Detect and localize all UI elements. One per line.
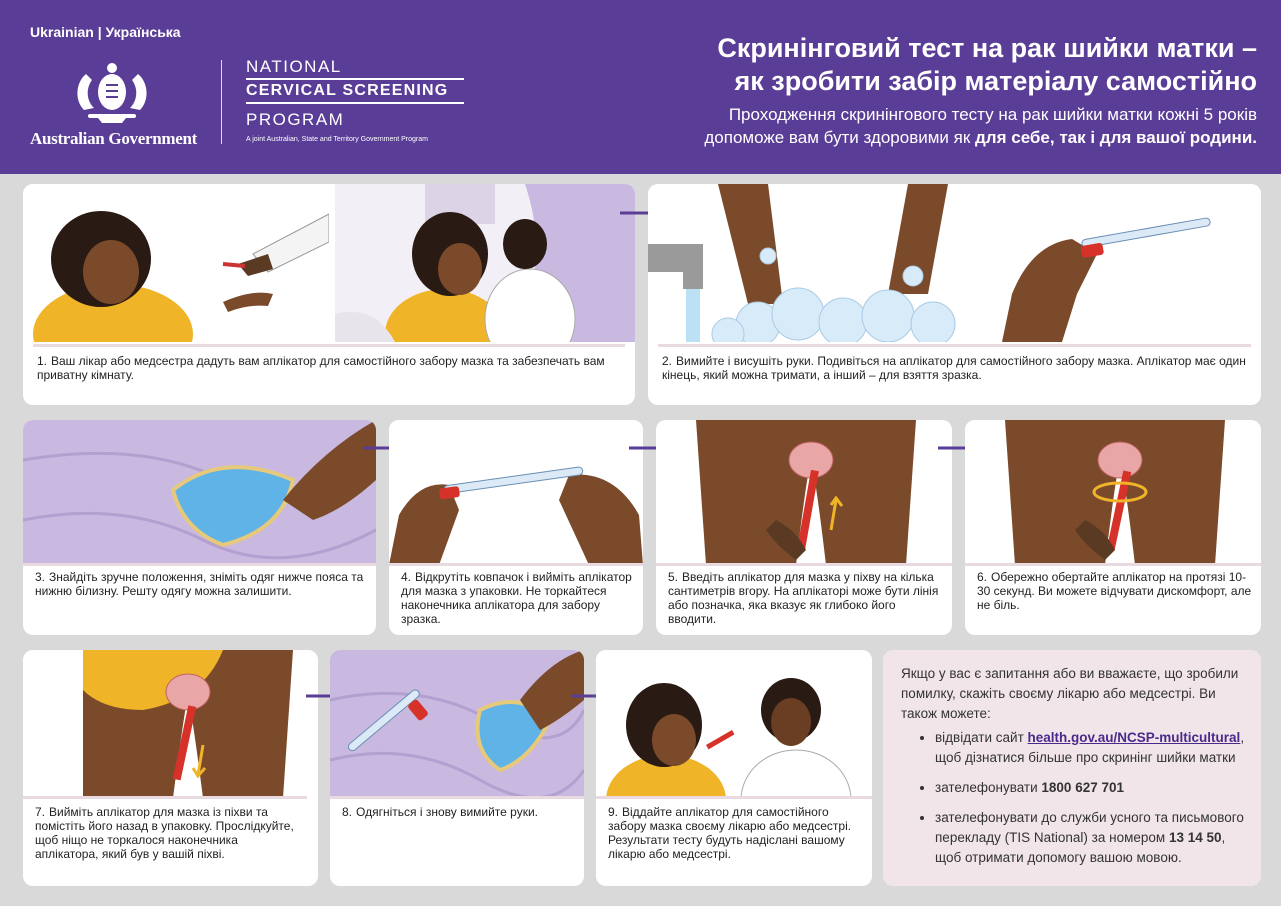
info-item-website [935,728,1255,768]
step-card-8 [330,650,584,886]
step-card-9 [596,650,872,886]
program-line-3: PROGRAM [246,110,345,129]
step-text: Ваш лікар або медсестра дадуть вам аплікатор для самостійного забору мазка та забезпечать вам приватну кімнату. [37,354,605,382]
step-1-illustration-a [23,184,329,342]
step-1-illustration-b [335,184,635,342]
step-text: Одягніться і знову вимийте руки. [356,805,538,819]
subtitle-bold: для себе, так і для вашої родини. [975,128,1257,147]
caption-divider [33,344,625,347]
subtitle-text: допоможе вам бути здоровими як [704,128,976,147]
info-text: зателефонувати до служби усного та письмового перекладу (TIS National) за номером [935,810,1244,845]
info-text: зателефонувати [935,780,1042,795]
info-item-phone [935,778,1255,798]
program-line-2: CERVICAL SCREENING [246,78,464,104]
language-label: Ukrainian | Українська [30,24,181,40]
caption-divider [23,796,307,799]
step-card-6 [965,420,1261,635]
step-6-illustration [965,420,1261,565]
caption-divider [23,563,376,566]
coat-of-arms-icon [64,60,160,124]
step-text: Відкрутіть ковпачок і вийміть аплікатор для мазка з упаковки. Не торкайтеся наконечника аплікатора для забору зразка. [401,570,632,626]
header-divider [221,60,222,144]
step-number: 6. [977,570,988,584]
info-item-tis [935,808,1255,868]
info-text: відвідати сайт [935,730,1028,745]
subtitle-line-1: Проходження скринінгового тесту на рак шийки матки кожні 5 років [728,105,1257,124]
step-text: Віддайте аплікатор для самостійного забору мазка своєму лікарю або медсестрі. Результати тесту будуть надіслані вашому лікарю або медсестрі. [608,805,852,861]
step-number: 9. [608,805,619,819]
step-7-caption [35,805,295,861]
caption-divider [656,563,952,566]
info-text: , щоб дізнатися більше про скринінг шийки матки [935,730,1245,765]
health-website-link[interactable]: health.gov.au/NCSP-multicultural [1027,730,1241,745]
step-text: Введіть аплікатор для мазка у піхву на кілька сантиметрів вгору. На аплікаторі може бути лінія або позначка, яка вказує як глибоко його вводити. [668,570,939,626]
title-line-1: Скринінговий тест на рак шийки матки – [717,33,1257,63]
header [0,0,1281,174]
step-number: 8. [342,805,353,819]
step-1-caption [37,354,627,382]
step-card-3 [23,420,376,635]
step-7-illustration [23,650,318,798]
step-card-2 [648,184,1261,405]
phone-number: 1800 627 701 [1041,780,1124,795]
step-text: Вийміть аплікатор для мазка із піхви та помістіть його назад в упаковку. Прослідкуйте, щоб ніщо не торкалося наконечника аплікатора, який був у вашій піхві. [35,805,294,861]
step-5-caption [668,570,943,626]
step-number: 7. [35,805,46,819]
step-number: 4. [401,570,412,584]
page-subtitle [704,103,1257,149]
step-number: 2. [662,354,673,368]
info-intro: Якщо у вас є запитання або ви вважаєте, що зробили помилку, скажіть своєму лікарю або медсестрі. Ви також можете: [901,666,1239,721]
title-line-2: як зробити забір матеріалу самостійно [734,66,1257,96]
step-card-5 [656,420,952,635]
step-text: Обережно обертайте аплікатор на протязі 10-30 секунд. Ви можете відчувати дискомфорт, але не біль. [977,570,1252,612]
page-title [717,32,1257,98]
program-line-1: NATIONAL [246,57,342,76]
tis-number: 13 14 50 [1168,830,1222,845]
government-label: Australian Government [30,129,197,148]
step-9-caption [608,805,863,861]
step-card-7 [23,650,318,886]
step-5-illustration [656,420,952,565]
info-box [883,650,1261,886]
step-text: Вимийте і висушіть руки. Подивіться на аплікатор для самостійного забору мазка. Аплікатор має один кінець, який можна тримати, а інший – для взяття зразка. [662,354,1246,382]
step-6-caption [977,570,1252,612]
step-card-4 [389,420,643,635]
info-text: , щоб отримати допомогу вашою мовою. [935,830,1226,865]
step-number: 1. [37,354,48,368]
step-2-caption [662,354,1247,382]
step-number: 5. [668,570,679,584]
subtitle-line-2 [704,126,1257,149]
program-tagline: A joint Australian, State and Territory Government Program [246,136,428,143]
step-3-illustration [23,420,376,565]
step-2-illustration-a [648,184,996,342]
step-card-1 [23,184,635,405]
step-8-caption [342,805,574,819]
caption-divider [965,563,1261,566]
step-9-illustration [596,650,872,798]
caption-divider [596,796,872,799]
caption-divider [330,796,584,799]
step-number: 3. [35,570,46,584]
info-list [901,728,1255,878]
step-3-caption [35,570,365,598]
step-8-illustration [330,650,584,798]
step-text: Знайдіть зручне положення, зніміть одяг нижче пояса та нижню білизну. Решту одягу можна залишити. [35,570,364,598]
step-4-illustration [389,420,643,565]
step-2-illustration-b [1002,184,1261,342]
step-4-caption [401,570,633,626]
caption-divider [389,563,643,566]
caption-divider [658,344,1251,347]
